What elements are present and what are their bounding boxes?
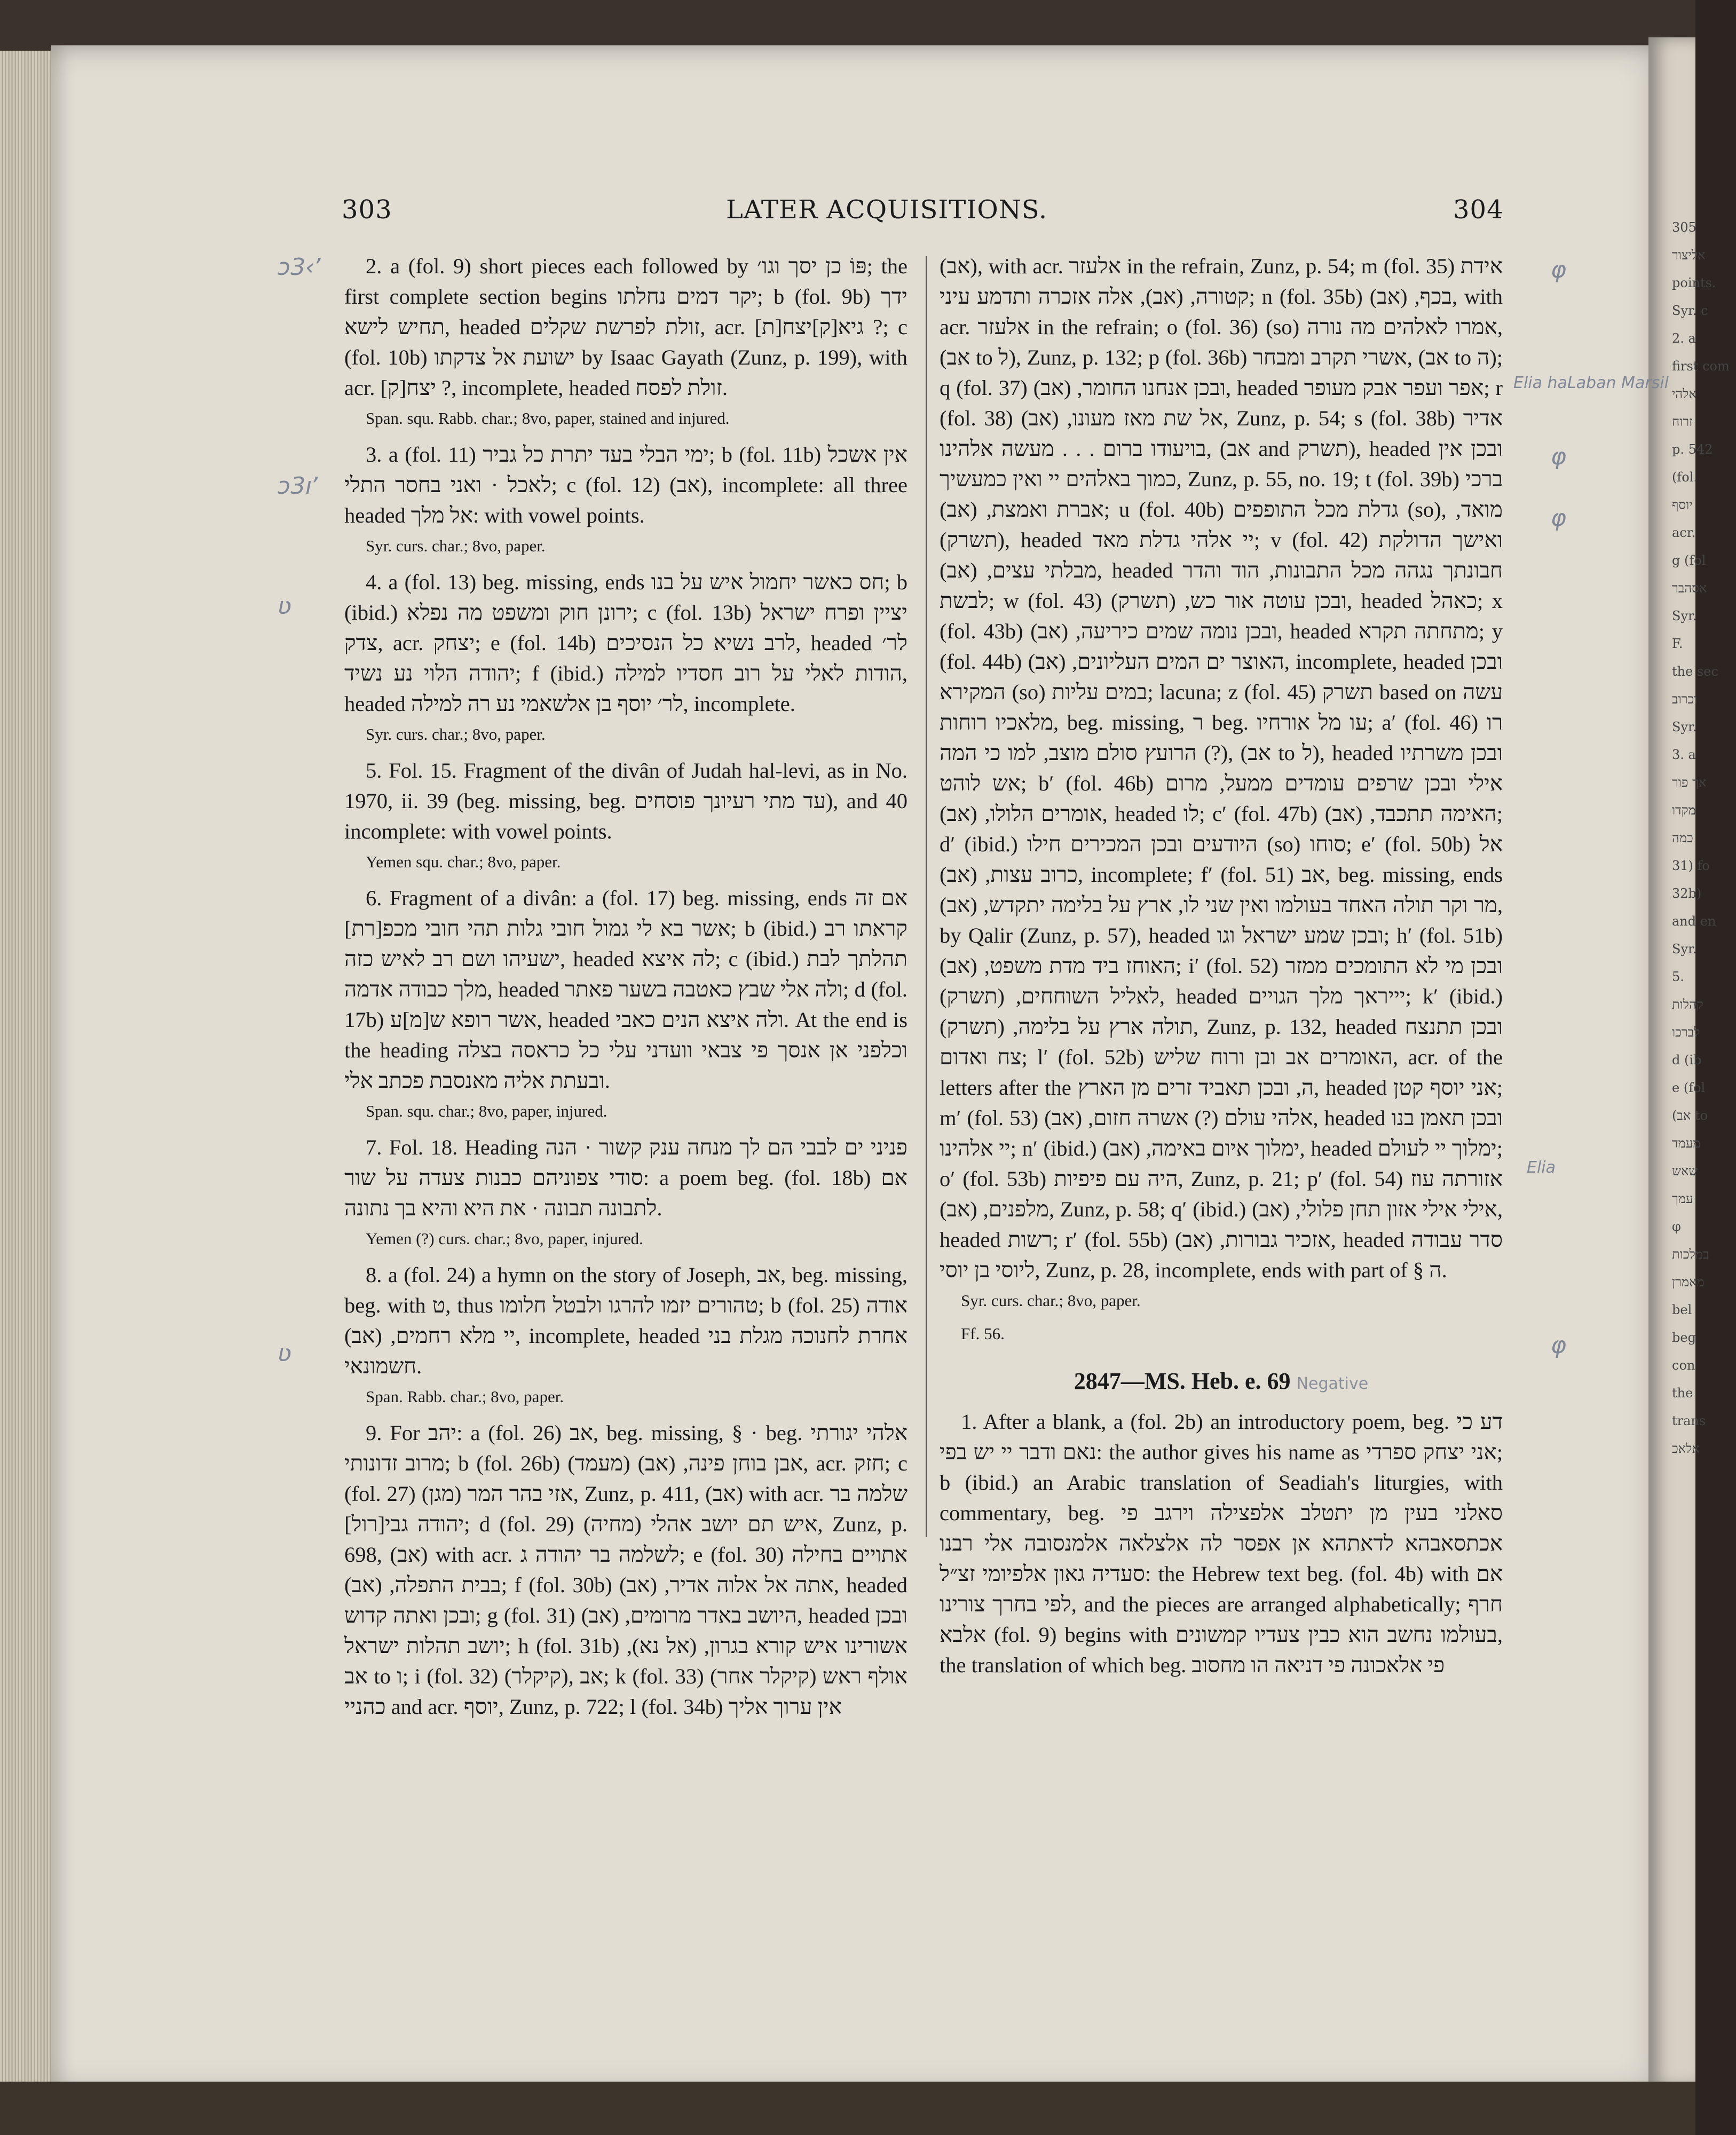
manuscript-heading-text: 2847—MS. Heb. e. 69 [1074, 1368, 1291, 1394]
entry-paragraph: 1. After a blank, a (fol. 2b) an introductory poem, beg. דע כי נאם ודבר יי יש בפי: the author gives his name as אני יצחק ספרדי; b (ibid.) an Arabic translation of Seadiah's liturgies, with commentary, beg. סאלני בעין מן יתטלב אלפצילה וירגב פי אכתסאבהא לדאתהא אן אפסר לה אלצלאה אלמנסובה אלי רבנו סעדיה גאון אלפיומי זצ״ל: the Hebrew text beg. (fol. 4b) with אם לפי בחרך צורינו, and the pieces are arranged alphabetically; חרף אלבא (fol. 9) begins with בעולמו נחשב הוא כבין צעדיו קמשונים, the translation of which beg. פי אלאכונה פי דניאה הו מחסוב [940, 1410, 1503, 1677]
entry-description: Syr. curs. char.; 8vo, paper. [366, 536, 546, 555]
margin-note: φ [1551, 256, 1567, 283]
margin-note: ʋ [278, 1340, 292, 1367]
scanner-background-top [0, 0, 1695, 51]
entry-description: Yemen squ. char.; 8vo, paper. [366, 852, 561, 871]
entry-paragraph: 3. a (fol. 11) ימי הבלי בעד יתרת כל גביר; b (fol. 11b) אין אשכל לאכל · ואני בחסר התלי; c (fol. 12) (אב), incomplete: all three headed אל מלך: with vowel points. [344, 442, 908, 527]
manuscript-heading-annotation: Negative [1296, 1374, 1369, 1393]
entry-paragraph: 8. a (fol. 24) a hymn on the story of Joseph, אב, beg. missing, beg. with ט, thus טהורים יזמו להרגו ולבטל חלומו; b (fol. 25) אודה יי מלא רחמים, (אב), incomplete, headed אחרת לחנוכה מגלת בני חשמונאי. [344, 1263, 908, 1378]
entry-paragraph: (אב), with acr. אלעזר in the refrain, Zunz, p. 54; m (fol. 35) אידת קטורה, (אב), אלה אזכרה ותדמע עיני; n (fol. 35b) בכף, (אב), with acr. אלעזר in the refrain; o (fol. 36) (so) אמרו לאלהים מה נורה, (אב to ל), Zunz, p. 132; p (fol. 36b) אשרי תקרב ומבחר, (אב to ה); q (fol. 37) ובכן אנחנו החומר, (אב), headed אפר ועפר אבק מעופר; r (fol. 38) אל שת מאז מעונו, (אב), Zunz, p. 54; s (fol. 38b) אדיר בויעודו ברום . . . מעשה אלהינו, (אב and תשרק), headed ובכן אין כמוך באלהים יי ואין כמעשיך, Zunz, p. 55, no. 19; t (fol. 39b) ברכי אברת ואמצת, (אב); u (fol. 40b) גדלת מכל התופפים (so), מואד, (תשרק), headed יי אלהי גדלת מאד; v (fol. 42) ואישך הדולקת מבלתי עצים, (אב), headed חבונתך נגהה מכל התבונות, הוד והדר לבשת; w (fol. 43) ובכן עוטה אור כש, (תשרק), headed כאהל; x (fol. 43b) ובכן נומה שמים כיריעה, (אב), headed מתחתה תקרא; y (fol. 44b) האוצר ים המים העליונים, (אב), incomplete, headed ובכן המקירא (so) במים עליות; lacuna; z (fol. 45) תשרק based on עשה מלאכיו רוחות, beg. missing, ר beg. עו מל אורחיו; a′ (fol. 46) רו הרועץ סולם מוצב, למו כי המה (?), (אב to ל), headed ובכן משרתיו אש לוהט; b′ (fol. 46b) אילי ובכן שרפים עומדים ממעל, מרום אומרים הלולו, (אב), headed לו; c′ (fol. 47b) האימה תתכבד, (אב); d′ (ibid.) היודעים ובכן המכירים חילו (so) סוחו; e′ (fol. 50b) אל כרוב עצות, (אב), incomplete; f′ (fol. 51) אב, beg. missing, ends מר וקר תולה האחד בעולמו ואין שני לו, ארץ על בלימה יתקדש, (אב), by Qalir (Zunz, p. 57), headed ובכן שמע ישראל וגו; h′ (fol. 51b) האוחז ביד מדת משפט, (אב); i′ (fol. 52) ובכן מי לא התומכים ממזר לאליל השוחחים, (תשרק), headed יייראך מלך הגויים; k′ (ibid.) תולה ארץ על בלימה, (תשרק), Zunz, p. 132, headed ובכן תתנצח צח ואדום; l′ (fol. 52b) האומרים אב ובן ורוח שליש, acr. of the letters after the ה, ובכן תאביד זרים מן הארץ, headed אני יוסף קטן; m′ (fol. 53) אלהי עולם (?) אשרה חזום, (אב), headed ובכן תאמן בנו יי אלהינו; n′ (ibid.) ימלוך איום באימה, (אב), headed ימלוך יי לעולם; o′ (fol. 53b) היה עם פיפיות, Zunz, p. 21; p′ (fol. 54) אזורתה עוז מלפנים, (אב), Zunz, p. 58; q′ (ibid.) אילי אילי אזון תחן פלולי, (אב), headed רשות; r′ (fol. 55b) אזכיר גבורות, (אב), headed סדר עבודה ליוסי בן יוסי, Zunz, p. 28, incomplete, ends with part of § ה. [940, 254, 1503, 1282]
entry-description: Span. Rabb. char.; 8vo, paper. [366, 1387, 564, 1406]
margin-note: φ [1551, 1332, 1567, 1359]
next-page-edge [1648, 37, 1730, 2087]
margin-note: ɔ3ıʼ [278, 472, 320, 500]
entry-description: Span. squ. Rabb. char.; 8vo, paper, stained and injured. [366, 409, 730, 428]
entry-paragraph: 6. Fragment of a divân: a (fol. 17) beg. missing, ends אם זה אשר בא לי גמול חובי גלות תהי חובי מכפ[רת]; b (ibid.) קראתו רב ישעיהו ושם רב לאיש כזה, headed לה איצא; c (ibid.) תהלתך לבת מלך כבודה אדמה, headed ולה אלי שבץ כאטבה בשער פאתר; d (fol. 17b) אשר רופא ש[מ]ע, headed ולה איצא הנים כאבי. At the end is the heading וכלפני אן אנסך פי צבאי וועדני עלי כל כראסה בצלה ובעתת אליה מאנסבת פכתב אלי. [344, 886, 908, 1093]
entry-description: Span. squ. char.; 8vo, paper, injured. [366, 1102, 607, 1120]
entry-description: Syr. curs. char.; 8vo, paper. [961, 1291, 1141, 1310]
running-title: LATER ACQUISITIONS. [726, 195, 1048, 225]
margin-note: ʋ [278, 592, 292, 620]
margin-note: Elia haLaban Marsil [1513, 374, 1669, 392]
left-page-number: 303 [342, 195, 392, 225]
entry-paragraph: 4. a (fol. 13) beg. missing, ends חס כאשר יחמול איש על בנו; b (ibid.) ירונן חוק ומשפט מה נפלא; c (fol. 13b) יציין ופרח ישראל צדק, acr. יצחק; e (fol. 14b) לרב נשיא כל הנסיכים, headed לר׳ יהודה הלוי נע נשיד; f (ibid.) הודות לאלי על רוב חסדיו למילה, headed לר׳ יוסף בן אלשאמי נע רה למילה, incomplete. [344, 570, 908, 716]
entry-description: Yemen (?) curs. char.; 8vo, paper, injured. [366, 1229, 643, 1248]
left-column [344, 251, 908, 1719]
margin-note: Elia [1527, 1158, 1556, 1177]
entry-paragraph: 2. a (fol. 9) short pieces each followed by פּוֹ כן יסך וגו׳; the first complete section begins יקר דמים נחלתו; b (fol. 9b) ידך תחיש לישא, headed זולת לפרשת שקלים, acr. [ת]גיא[ק]יצח ?; c (fol. 10b) ישועת אל צדקתו by Isaac Gayath (Zunz, p. 199), with acr. [ק]יצח ?, incomplete, headed זולת לפסח. [344, 254, 908, 400]
folio-count: Ff. 56. [961, 1324, 1005, 1343]
entry-description: Syr. curs. char.; 8vo, paper. [366, 725, 546, 744]
margin-note: ɔ3‹ʼ [278, 254, 322, 281]
entry-paragraph: 5. Fol. 15. Fragment of the divân of Judah hal-levi, as in No. 1970, ii. 39 (beg. missing, beg. עד מתי רעיונך פוסחים), and 40 incomplete: with vowel points. [344, 758, 908, 843]
entry-paragraph: 7. Fol. 18. Heading פניני ים לבבי הם לך מנחה ענק קשור · הנה סודי צפוניהם כבנות צעדה על שור: a poem beg. (fol. 18b) אם לתבונה תבונה · את היא והיא בך נתונה. [344, 1135, 908, 1220]
next-page-text: 305 אליצור points. Syr. c 2. a first com אלהי זרוח p. 542 (fol. יוסף acr. g (fol אסהבר Syr. F. the sec וכרוב Syr. 3. a אך פור מקדו כמה 31) fo 32b) and en Syr. 5. קהלות לברכו d (ib e (fol (אב to מעמד שאש עמך φ במלכות מאמרן bel beg con the trans אלאכ [1672, 220, 1730, 1456]
book-page-edges [0, 51, 59, 2090]
scanner-background-bottom [0, 2082, 1695, 2135]
column-divider [926, 256, 927, 1537]
entry-paragraph: 9. For יהב: a (fol. 26) אב, beg. missing, § · beg. אלהי יגורתי מרוב זדונותי; b (fol. 26b) (מעמד) אבן בוחן פינה, (אב), acr. חזק; c (fol. 27) (מגן) אזי בהר המר, Zunz, p. 411, (אב) with acr. שלמה בר יהודה גבי[רול]; d (fol. 29) (מחיה) איש תם יושב אהלי, Zunz, p. 698, (אב) with acr. לשלמה בר יהודה ג; e (fol. 30) אתויים בחילה בבית התפלה, (אב); f (fol. 30b) אתה אל אלוה אדיר, (אב), headed ובכן ואתה קדוש; g (fol. 31) היושב באדר מרומים, (אב), headed ובכן יושב תהלות ישראל; h (fol. 31b) אשורינו איש קורא בגרון, (אל נא), אב to ו; i (fol. 32) (קיקלר), אב; k (fol. 33) (קיקלר אחר) אולף ראש כהניי and acr. יוסף, Zunz, p. 722; l (fol. 34b) אין ערוך אליך [344, 1421, 908, 1719]
manuscript-heading [940, 1362, 1503, 1403]
margin-note: φ [1551, 504, 1567, 532]
right-column [940, 251, 1503, 1677]
right-page-number: 304 [1453, 195, 1504, 225]
margin-note: φ [1551, 443, 1567, 470]
